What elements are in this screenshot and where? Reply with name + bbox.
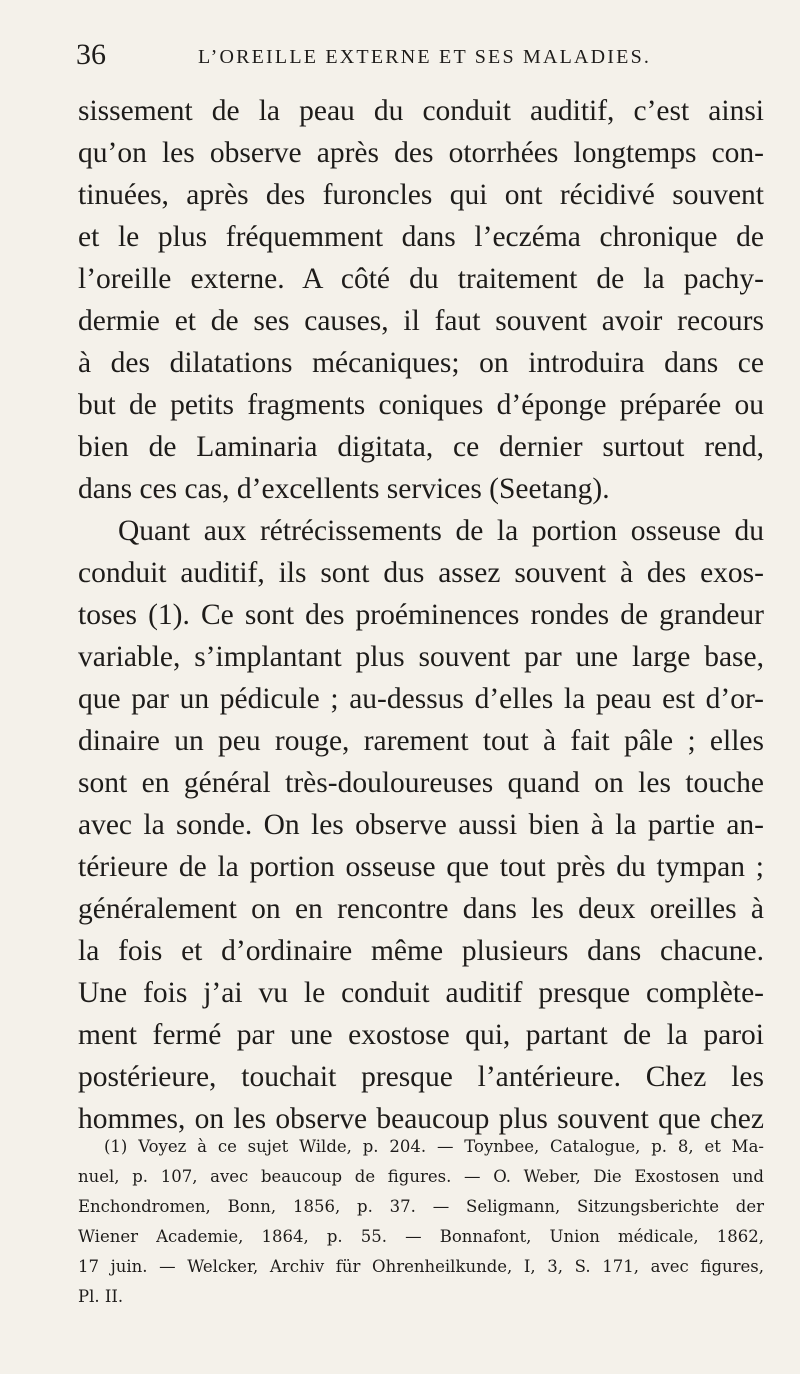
footnote-line: (1) Voyez à ce sujet Wilde, p. 204. — Toynbee, Catalogue, p. 8, et Ma- — [104, 1137, 764, 1156]
text-line: l’oreille externe. A côté du traitement de la pachy- — [78, 263, 764, 295]
page-number: 36 — [76, 38, 106, 71]
footnotes — [78, 1132, 764, 1312]
text-line: sont en général très-douloureuses quand on les touche — [78, 767, 764, 799]
text-line: dans ces cas, d’excellents services (Seetang). — [78, 473, 610, 505]
text-line: qu’on les observe après des otorrhées longtemps con- — [78, 137, 764, 169]
text-line: avec la sonde. On les observe aussi bien à la partie an- — [78, 809, 764, 841]
text-line: dermie et de ses causes, il faut souvent avoir recours — [78, 305, 764, 337]
footnote-line: nuel, p. 107, avec beaucoup de figures. — O. Weber, Die Exostosen und — [78, 1167, 764, 1186]
page-header — [76, 38, 766, 78]
text-line: généralement on en rencontre dans les deux oreilles à — [78, 893, 764, 925]
text-line: Une fois j’ai vu le conduit auditif presque complète- — [78, 977, 764, 1009]
running-title: L’OREILLE EXTERNE ET SES MALADIES. — [198, 46, 652, 68]
text-line: térieure de la portion osseuse que tout près du tympan ; — [78, 851, 764, 883]
footnote-line: Wiener Academie, 1864, p. 55. — Bonnafont, Union médicale, 1862, — [78, 1227, 764, 1246]
footnote-line: Pl. II. — [78, 1287, 124, 1306]
text-line: hommes, on les observe beaucoup plus souvent que chez — [78, 1103, 764, 1135]
text-line: et le plus fréquemment dans l’eczéma chronique de — [78, 221, 764, 253]
text-line: bien de Laminaria digitata, ce dernier surtout rend, — [78, 431, 764, 463]
text-line: sissement de la peau du conduit auditif, c’est ainsi — [78, 95, 764, 127]
text-line: conduit auditif, ils sont dus assez souvent à des exos- — [78, 557, 764, 589]
text-line: que par un pédicule ; au-dessus d’elles la peau est d’or- — [78, 683, 764, 715]
text-line: à des dilatations mécaniques; on introduira dans ce — [78, 347, 764, 379]
text-line: dinaire un peu rouge, rarement tout à fait pâle ; elles — [78, 725, 764, 757]
text-line: postérieure, touchait presque l’antérieure. Chez les — [78, 1061, 764, 1093]
text-line: la fois et d’ordinaire même plusieurs dans chacune. — [78, 935, 764, 967]
text-line: but de petits fragments coniques d’éponge préparée ou — [78, 389, 764, 421]
text-line: variable, s’implantant plus souvent par une large base, — [78, 641, 764, 673]
text-line: tinuées, après des furoncles qui ont récidivé souvent — [78, 179, 764, 211]
text-line: toses (1). Ce sont des proéminences rondes de grandeur — [78, 599, 764, 631]
footnote-line: 17 juin. — Welcker, Archiv für Ohrenheilkunde, I, 3, S. 171, avec figures, — [78, 1257, 764, 1276]
footnote-line: Enchondromen, Bonn, 1856, p. 37. — Seligmann, Sitzungsberichte der — [78, 1197, 764, 1216]
text-line: ment fermé par une exostose qui, partant de la paroi — [78, 1019, 764, 1051]
text-line: Quant aux rétrécissements de la portion osseuse du — [118, 515, 764, 547]
main-text — [78, 90, 764, 1140]
